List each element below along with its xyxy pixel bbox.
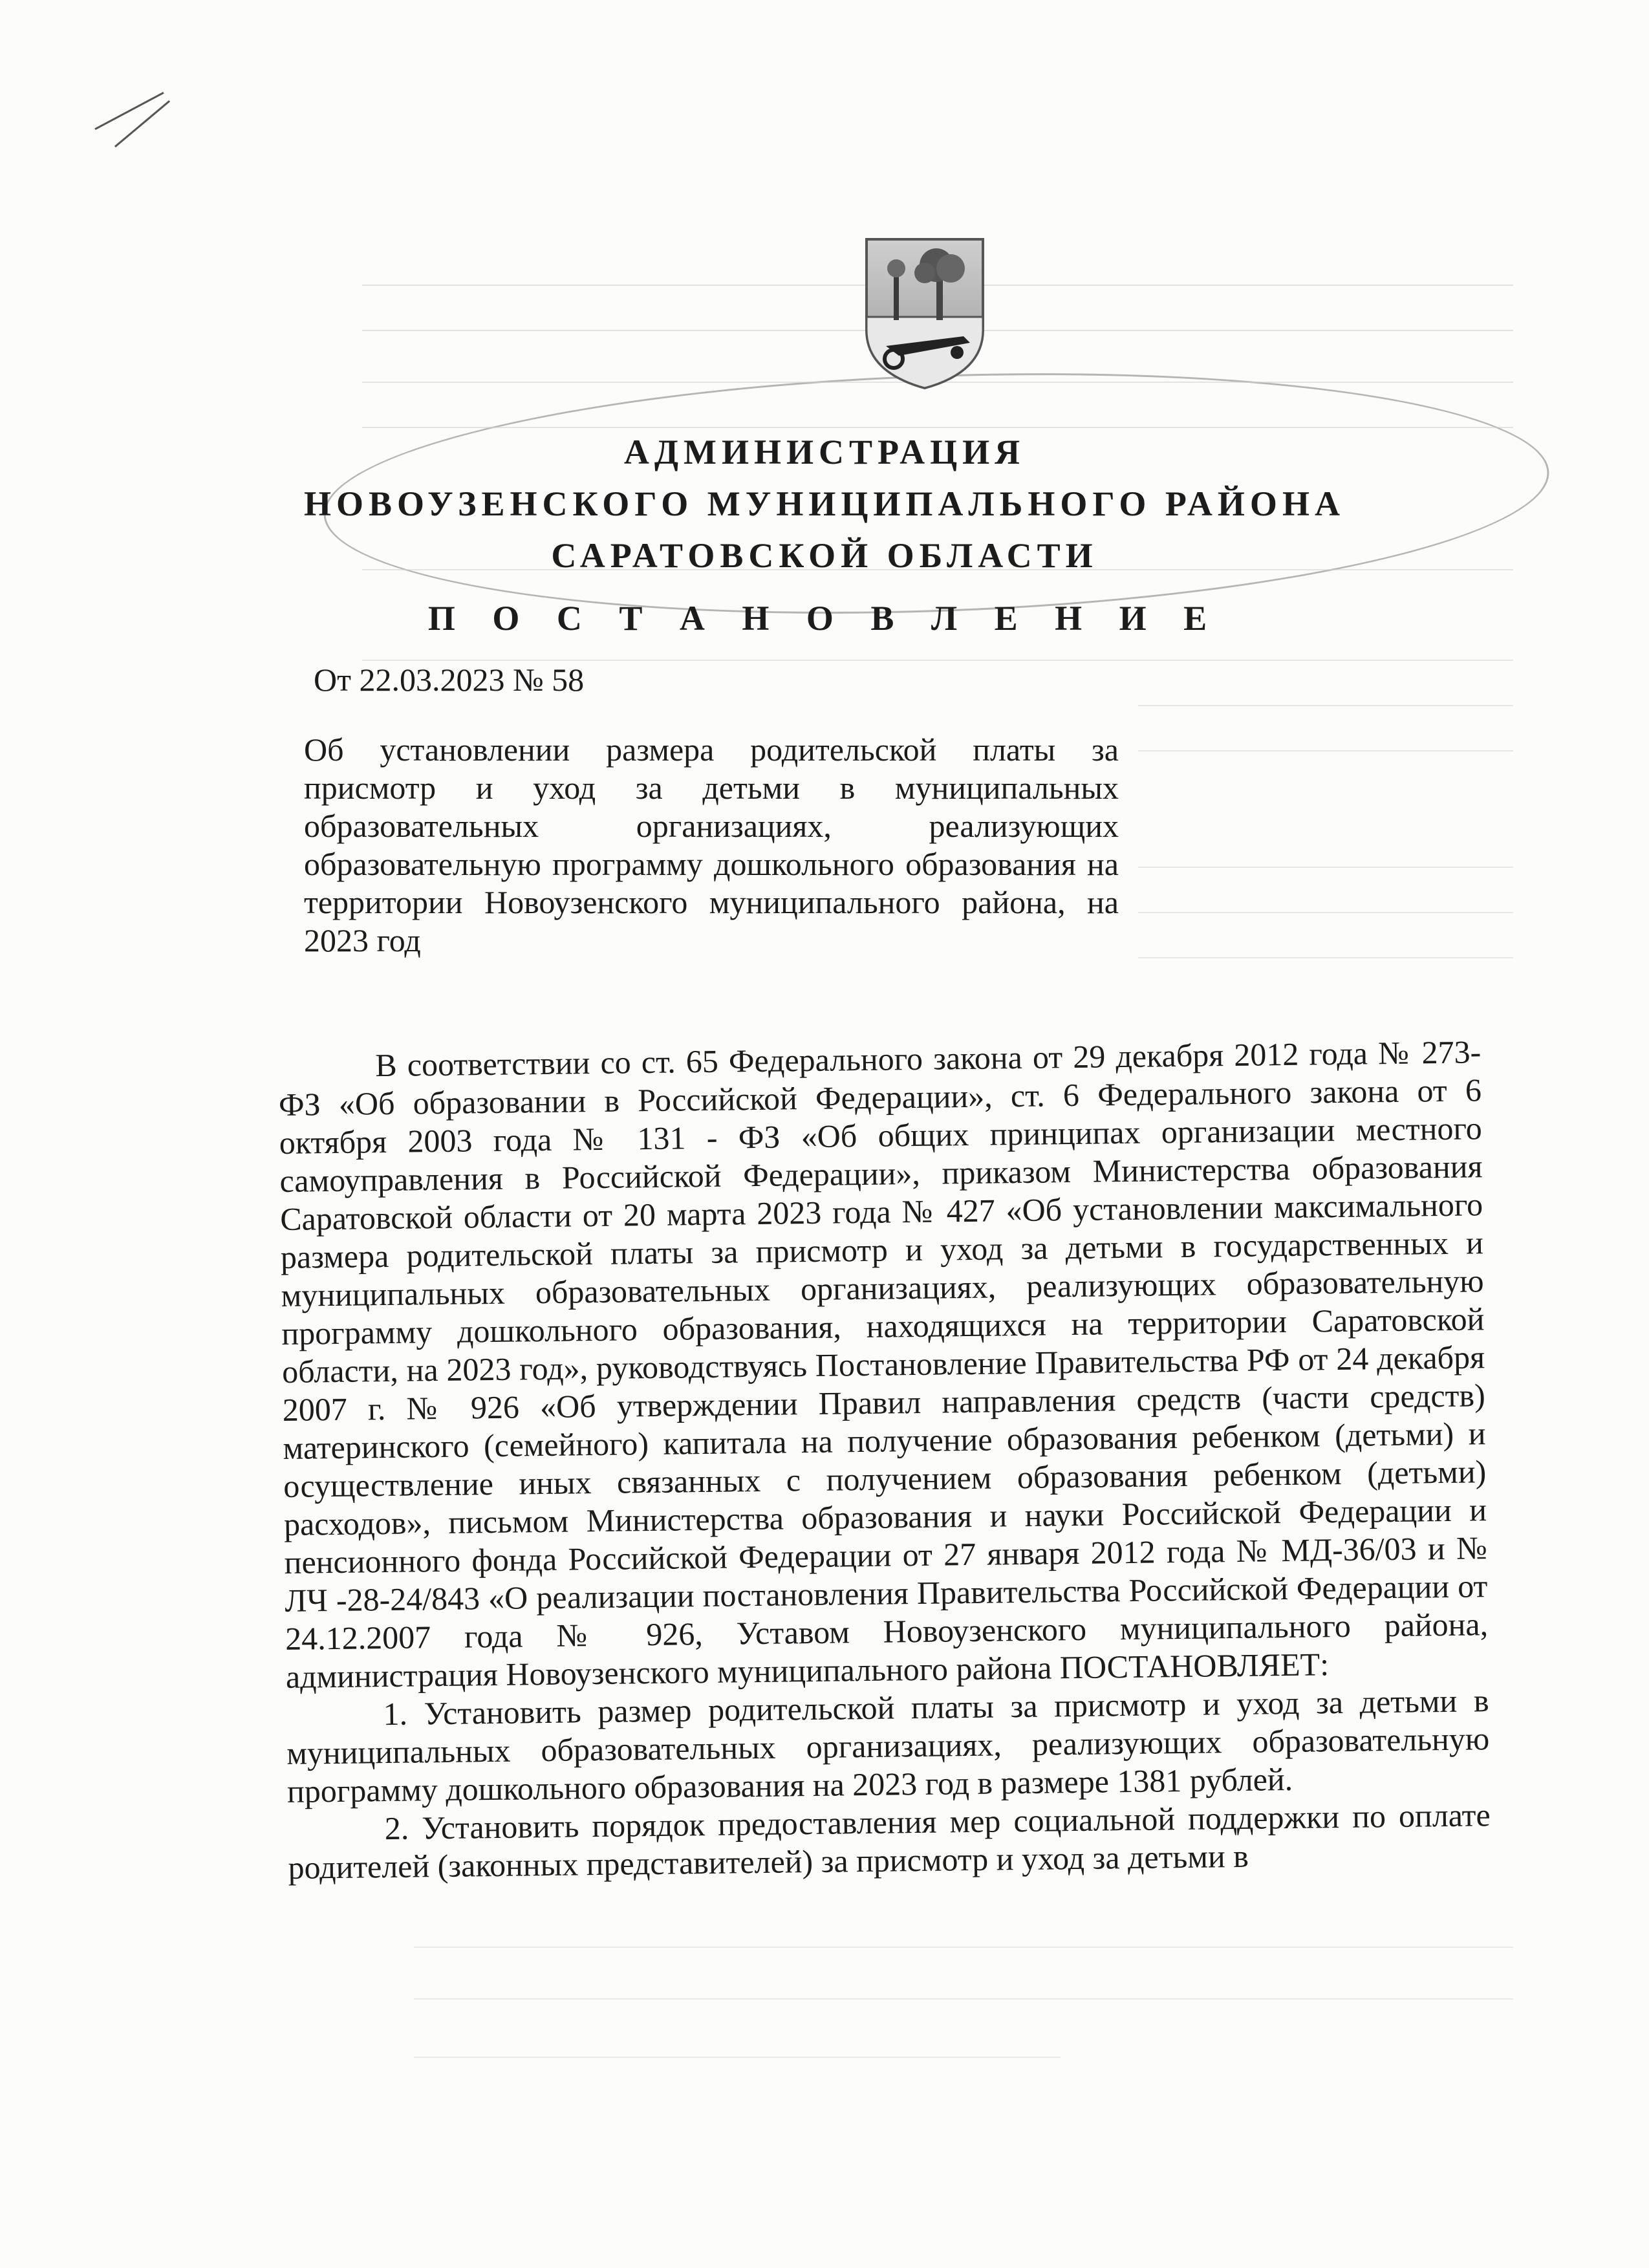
document-subject: Об установлении размера родительской платы за присмотр и уход за детьми в муниципальных образовательных организациях, реализующих образовательную программу дошкольного образования на территории Новоузенского муниципального района, на 2023 год	[304, 731, 1119, 958]
org-name-line-1: АДМИНИСТРАЦИЯ	[623, 433, 1026, 471]
org-name-line-2: НОВОУЗЕНСКОГО МУНИЦИПАЛЬНОГО РАЙОНА	[304, 484, 1345, 523]
preamble-paragraph: В соответствии со ст. 65 Федерального закона от 29 декабря 2012 года № 273-ФЗ «Об образовании в Российской Федерации», ст. 6 Федерального закона от 6 октября 2003 года № 131 - ФЗ «Об общих принципах организации местного самоуправления в Российской Федерации», приказом Министерства образования Саратовской области от 20 марта 2023 года № 427 «Об установлении максимального размера родительской платы за присмотр и уход за детьми в государственных и муниципальных образовательных организациях, реализующих образовательную программу дошкольного образования, находящихся на территории Саратовской области, на 2023 год», руководствуясь Постановление Правительства РФ от 24 декабря 2007 г. № 926 «Об утверждении Правил направления средств (части средств) материнского (семейного) капитала на получение образования ребенком (детьми) и осуществление иных связанных с получением образования ребенком (детьми) расходов», письмом Министерства образования и науки Российской Федерации и пенсионного фонда Российской Федерации от 27 января 2012 года № МД-36/03 и № ЛЧ -28-24/843 «О реализации постановления Правительства Российской Федерации от 24.12.2007 года № 926, Уставом Новоузенского муниципального района, администрация Новоузенского муниципального района ПОСТАНОВЛЯЕТ:	[278, 1033, 1489, 1695]
coat-of-arms-icon	[860, 233, 989, 394]
item-2-paragraph: 2. Установить порядок предоставления мер социальной поддержки по оплате родителей (законных представителей) за присмотр и уход за детьми в	[288, 1797, 1491, 1886]
date-and-number: От 22.03.2023 № 58	[314, 662, 585, 698]
item-1-paragraph: 1. Установить размер родительской платы за присмотр и уход за детьми в муниципальных образовательных организациях, реализующих образовательную программу дошкольного образования на 2023 год в размере 1381 рублей.	[286, 1682, 1490, 1809]
scan-mark	[114, 100, 170, 147]
org-name-line-3: САРАТОВСКОЙ ОБЛАСТИ	[551, 536, 1098, 575]
scan-mark	[94, 92, 164, 130]
document-type: П О С Т А Н О В Л Е Н И Е	[427, 599, 1222, 638]
document-body	[278, 1033, 1491, 1887]
